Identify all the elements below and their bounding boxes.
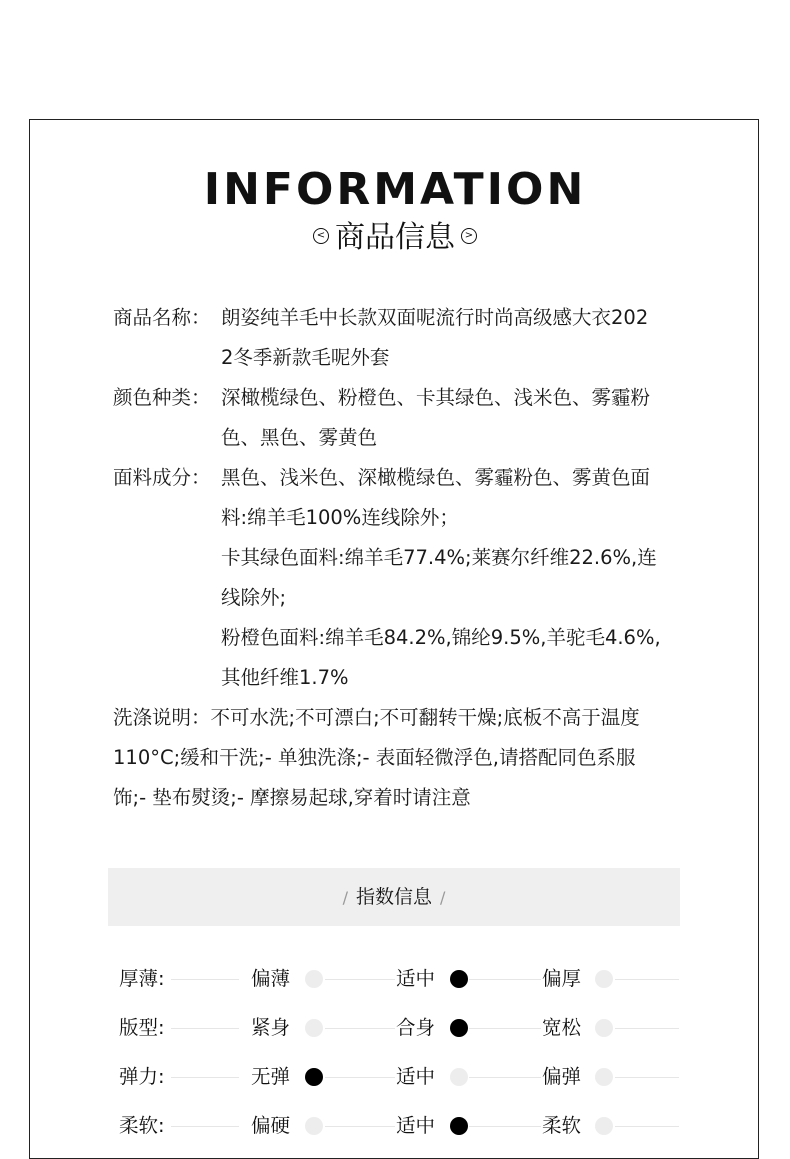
scale-label: 柔软: <box>119 1114 165 1137</box>
dot-icon <box>595 1068 613 1086</box>
info-value <box>221 298 713 378</box>
dot-icon <box>305 1019 323 1037</box>
info-line: 色、黑色、雾黄色 <box>221 426 378 449</box>
selected-dot-icon <box>450 1117 468 1135</box>
info-row-wash <box>113 698 713 818</box>
page-title-cn <box>0 218 790 258</box>
scale-option-label: 偏弹 <box>542 1065 582 1088</box>
info-row-name <box>113 298 713 378</box>
scale-line <box>325 1077 395 1078</box>
dot-icon <box>450 1068 468 1086</box>
info-line: 不可水洗;不可漂白;不可翻转干燥;底板不高于温度 <box>210 706 640 729</box>
info-label: 洗涤说明： <box>113 706 211 729</box>
scale-line <box>615 979 679 980</box>
scale-line <box>469 979 541 980</box>
scale-line <box>171 1028 239 1029</box>
info-line: 饰;- 垫布熨烫;- 摩擦易起球,穿着时请注意 <box>113 786 471 809</box>
dot-icon <box>595 970 613 988</box>
scale-option-label: 偏薄 <box>251 967 291 990</box>
scale-line <box>615 1077 679 1078</box>
scale-option-label: 宽松 <box>542 1016 582 1039</box>
scale-option-label: 柔软 <box>542 1114 582 1137</box>
info-line: 110°C;缓和干洗;- 单独洗涤;- 表面轻微浮色,请搭配同色系服 <box>113 746 636 769</box>
scale-option-label: 合身 <box>396 1016 436 1039</box>
info-line: 深橄榄绿色、粉橙色、卡其绿色、浅米色、雾霾粉 <box>221 386 651 409</box>
chevron-right-icon: > <box>461 228 477 244</box>
selected-dot-icon <box>450 1019 468 1037</box>
info-line: 线除外; <box>221 586 287 609</box>
scale-line <box>171 1126 239 1127</box>
scale-line <box>171 979 239 980</box>
chevron-left-icon: < <box>313 228 329 244</box>
info-line: 2冬季新款毛呢外套 <box>221 346 390 369</box>
scale-line <box>325 1126 395 1127</box>
scale-option-label: 适中 <box>396 967 436 990</box>
scale-label: 版型: <box>119 1016 165 1039</box>
info-line: 粉橙色面料:绵羊毛84.2%,锦纶9.5%,羊驼毛4.6%, <box>221 626 661 649</box>
scale-option-label: 紧身 <box>251 1016 291 1039</box>
scale-line <box>171 1077 239 1078</box>
scale-option-label: 偏硬 <box>251 1114 291 1137</box>
page-subtitle: 商品信息 <box>335 220 455 255</box>
slash-divider: / <box>342 888 348 907</box>
dot-icon <box>305 970 323 988</box>
page-title-en: INFORMATION <box>203 164 587 215</box>
scale-line <box>325 979 395 980</box>
slash-divider: / <box>440 888 446 907</box>
scale-option-label: 适中 <box>396 1114 436 1137</box>
scale-line <box>325 1028 395 1029</box>
scale-label: 厚薄: <box>119 967 165 990</box>
scale-row <box>119 1062 679 1092</box>
info-line: 其他纤维1.7% <box>221 666 349 689</box>
info-line: 卡其绿色面料:绵羊毛77.4%;莱赛尔纤维22.6%,连 <box>221 546 657 569</box>
selected-dot-icon <box>450 970 468 988</box>
scale-option-label: 无弹 <box>251 1065 291 1088</box>
info-label: 面料成分： <box>113 466 211 489</box>
index-title: 指数信息 <box>355 886 432 908</box>
info-line: 朗姿纯羊毛中长款双面呢流行时尚高级感大衣202 <box>221 306 649 329</box>
scale-line <box>469 1077 541 1078</box>
scale-line <box>615 1028 679 1029</box>
selected-dot-icon <box>305 1068 323 1086</box>
scale-row <box>119 964 679 994</box>
info-line: 黑色、浅米色、深橄榄绿色、雾霾粉色、雾黄色面 <box>221 466 651 489</box>
scale-option-label: 适中 <box>396 1065 436 1088</box>
info-row-color <box>113 378 713 458</box>
scale-line <box>469 1028 541 1029</box>
scale-row <box>119 1111 679 1141</box>
index-header <box>108 868 680 926</box>
info-line: 料:绵羊毛100%连线除外； <box>221 506 459 529</box>
dot-icon <box>595 1117 613 1135</box>
info-value <box>221 378 713 458</box>
dot-icon <box>595 1019 613 1037</box>
info-label: 颜色种类： <box>113 386 211 409</box>
info-label: 商品名称： <box>113 306 211 329</box>
scale-line <box>615 1126 679 1127</box>
dot-icon <box>305 1117 323 1135</box>
product-info <box>113 298 713 818</box>
scale-option-label: 偏厚 <box>542 967 582 990</box>
info-value <box>221 458 713 698</box>
scale-row <box>119 1013 679 1043</box>
scale-line <box>469 1126 541 1127</box>
info-row-fabric <box>113 458 713 698</box>
scale-label: 弹力: <box>119 1065 165 1088</box>
